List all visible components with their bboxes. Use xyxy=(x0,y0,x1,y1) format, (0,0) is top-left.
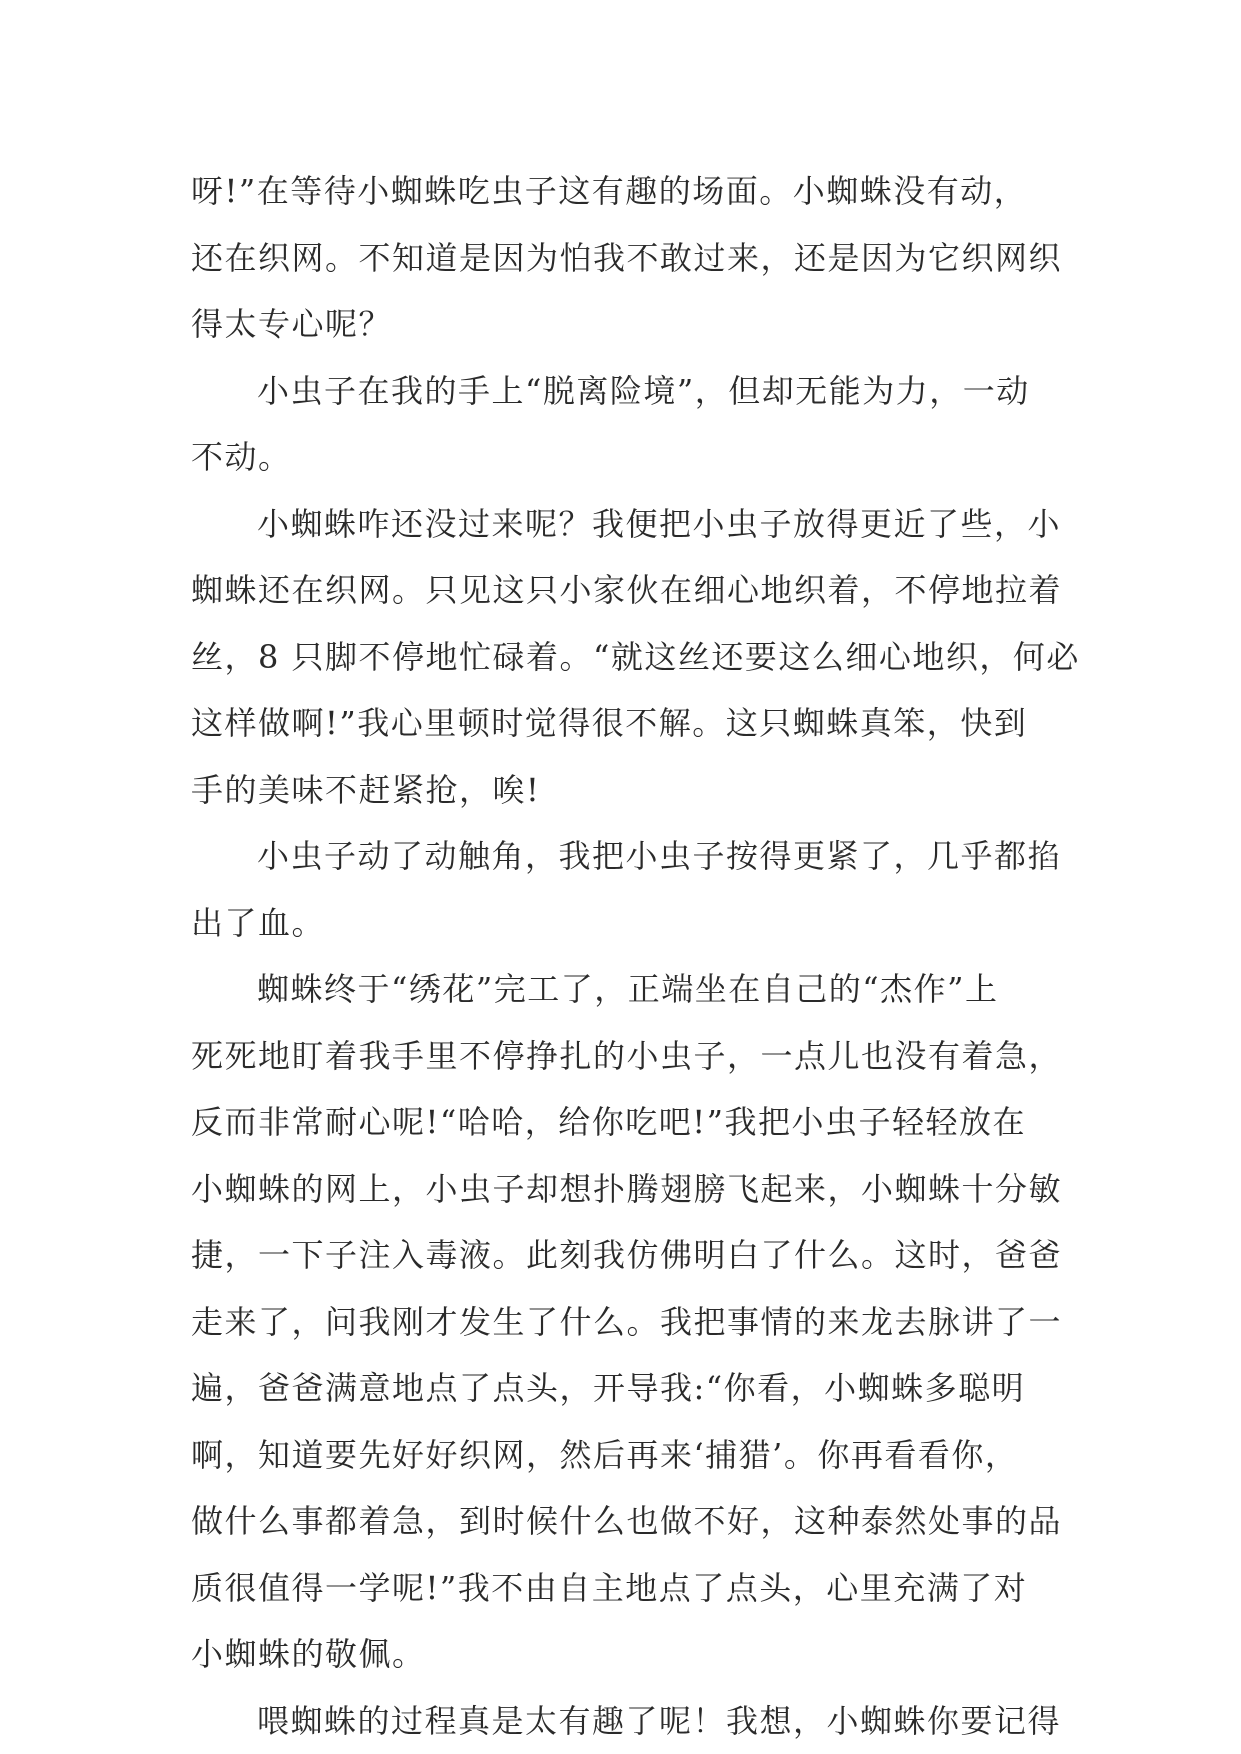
text-line: 得太专心呢？ xyxy=(191,305,393,343)
text-line: 蜘蛛还在织网。只见这只小家伙在细心地织着，不停地拉着 xyxy=(191,571,1063,609)
paragraph-first-line: 喂蜘蛛的过程真是太有趣了呢！我想，小蜘蛛你要记得 xyxy=(257,1701,1062,1740)
text-line: 死死地盯着我手里不停挣扎的小虫子，一点儿也没有着急， xyxy=(191,1036,1063,1075)
text-line: 出了血。 xyxy=(191,903,326,942)
paragraph-first-line: 蜘蛛终于“绣花”完工了，正端坐在自己的“杰作”上 xyxy=(257,970,999,1008)
text-line: 这样做啊!”我心里顿时觉得很不解。这只蜘蛛真笨，快到 xyxy=(191,704,1028,742)
text-line: 不动。 xyxy=(191,438,292,476)
text-line: 还在织网。不知道是因为怕我不敢过来，还是因为它织网织 xyxy=(191,238,1063,277)
text-line: 走来了，问我刚才发生了什么。我把事情的来龙去脉讲了一 xyxy=(191,1302,1063,1341)
essay-body xyxy=(191,158,1080,1754)
paragraph-first-line: 小虫子在我的手上“脱离险境”，但却无能为力，一动 xyxy=(257,371,1030,410)
paragraph-first-line: 小虫子动了动触角，我把小虫子按得更紧了，几乎都掐 xyxy=(257,837,1062,875)
text-line: 做什么事都着急，到时候什么也做不好，这种泰然处事的品 xyxy=(191,1502,1063,1540)
text-line: 反而非常耐心呢!“哈哈，给你吃吧!”我把小虫子轻轻放在 xyxy=(191,1103,1026,1141)
text-line: 呀!”在等待小蜘蛛吃虫子这有趣的场面。小蜘蛛没有动， xyxy=(191,172,1028,210)
text-line: 小蜘蛛的网上，小虫子却想扑腾翅膀飞起来，小蜘蛛十分敏 xyxy=(191,1169,1063,1208)
text-line: 捷，一下子注入毒液。此刻我仿佛明白了什么。这时，爸爸 xyxy=(191,1236,1063,1274)
text-line: 小蜘蛛的敬佩。 xyxy=(191,1635,426,1673)
paragraph-first-line: 小蜘蛛咋还没过来呢？我便把小虫子放得更近了些，小 xyxy=(257,504,1062,543)
text-line: 手的美味不赶紧抢，唉! xyxy=(191,770,541,809)
text-line: 遍，爸爸满意地点了点头，开导我:“你看，小蜘蛛多聪明 xyxy=(191,1369,1026,1407)
text-line: 质很值得一学呢!”我不由自主地点了点头，心里充满了对 xyxy=(191,1568,1028,1607)
text-line: 丝，8 只脚不停地忙碌着。“就这丝还要这么细心地织，何必 xyxy=(191,637,1080,676)
text-line: 啊，知道要先好好织网，然后再来‘捕猎’。你再看看你， xyxy=(191,1435,1019,1474)
